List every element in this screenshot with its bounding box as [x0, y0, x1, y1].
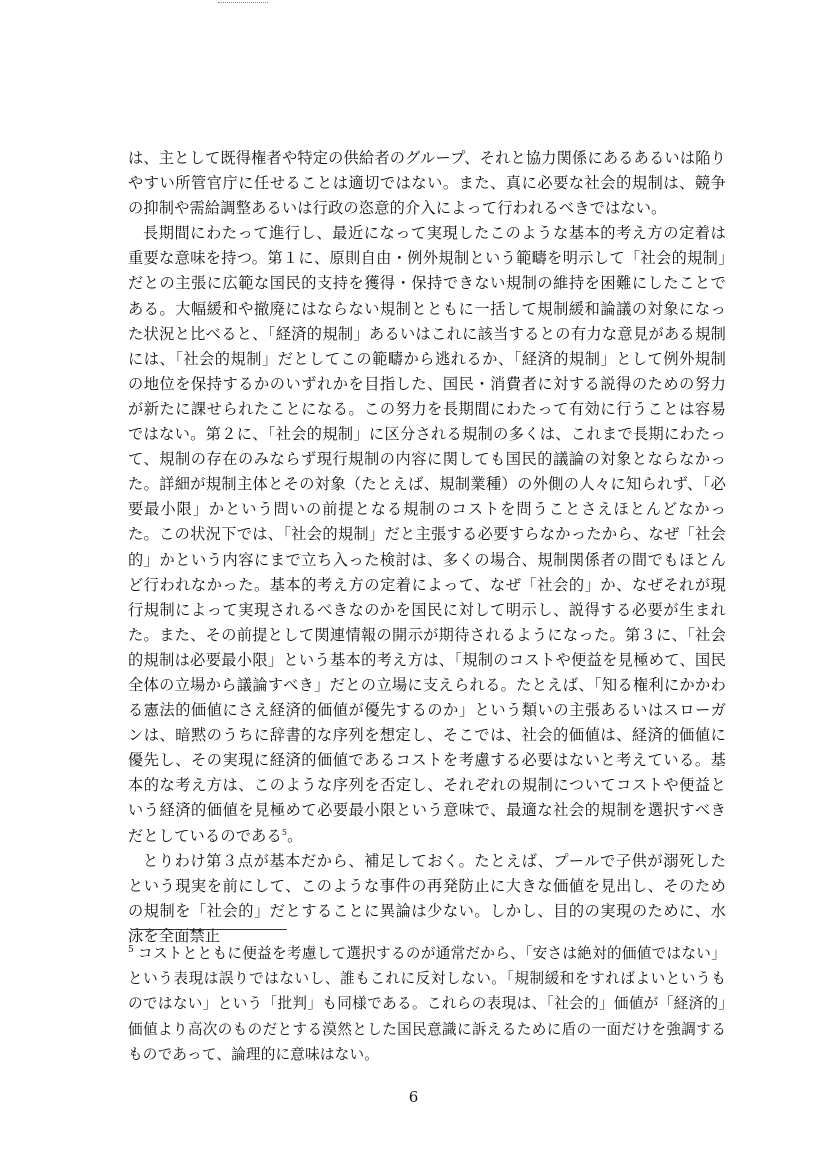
body-text	[128, 146, 726, 949]
paragraph-continuation: は、主として既得権者や特定の供給者のグループ、それと協力関係にあるあるいは陥りやすい所管官庁に任せることは適切ではない。また、真に必要な社会的規制は、競争の抑制や需給調整あるいは行政の恣意的介入によって行われるべきではない。	[128, 149, 726, 218]
footnote-mark: 5	[128, 945, 134, 956]
footnote-divider	[132, 929, 287, 930]
footnote-text: コストとともに便益を考慮して選択するのが通常だから、「安さは絶対的価値ではない」という表現は誤りではないし、誰もこれに反対しない。「規制緩和をすればよいというものではない」という「批判」も同様である。これらの表現は、「社会的」価値が「経済的」価値より高次のものだとする漠然とした国民意識に訴えるために盾の一面だけを強調するものであって、論理的に意味はない。	[128, 945, 726, 1063]
paragraph-supplement: とりわけ第３点が基本だから、補足しておく。たとえば、プールで子供が溺死したという現実を前にして、このような事件の再発防止に大きな価値を見出し、そのための規制を「社会的」だとすることに異論は少ない。しかし、目的の実現のために、水泳を全面禁止	[128, 851, 726, 945]
footnote	[128, 941, 726, 1067]
paragraph-end: 。	[287, 826, 303, 845]
footnote-reference[interactable]: 5	[281, 827, 288, 837]
paragraph-basic-concept	[128, 221, 726, 848]
page-number: 6	[408, 1088, 419, 1106]
scan-artifact	[218, 2, 268, 5]
paragraph-text: 長期間にわたって進行し、最近になって実現したこのような基本的考え方の定着は重要な意味を持つ。第１に、原則自由・例外規制という範疇を明示して「社会的規制」だとの主張に広範な国民的支持を獲得・保持できない規制の維持を困難にしたことである。大幅緩和や撤廃にはならない規制とともに一括して規制緩和論議の対象になった状況と比べると、「経済的規制」あるいはこれに該当するとの有力な意見がある規制には、「社会的規制」だとしてこの範疇から逃れるか、「経済的規制」として例外規制の地位を保持するかのいずれかを目指した、国民・消費者に対する説得のための努力が新たに課せられたことになる。この努力を長期間にわたって有効に行うことは容易ではない。第２に、「社会的規制」に区分される規制の多くは、これまで長期にわたって、規制の存在のみならず現行規制の内容に関しても国民的議論の対象とならなかった。詳細が規制主体とその対象（たとえば、規制業種）の外側の人々に知られず、「必要最小限」かという問いの前提となる規制のコストを問うことさえほとんどなかった。この状況下では、「社会的規制」だと主張する必要すらなかったから、なぜ「社会的」かという内容にまで立ち入った検討は、多くの場合、規制関係者の間でもほとんど行われなかった。基本的考え方の定着によって、なぜ「社会的」か、なぜそれが現行規制によって実現されるべきなのかを国民に対して明示し、説得する必要が生まれた。また、その前提として関連情報の開示が期待されるようになった。第３に、「社会的規制は必要最小限」という基本的考え方は、「規制のコストや便益を見極めて、国民全体の立場から議論すべき」だとの立場に支えられる。たとえば、「知る権利にかかわる憲法的価値にさえ経済的価値が優先するのか」という類いの主張あるいはスローガンは、暗黙のうちに辞書的な序列を想定し、そこでは、社会的価値は、経済的価値に優先し、その実現に経済的価値であるコストを考慮する必要はないと考えている。基本的な考え方は、このような序列を否定し、それぞれの規制についてコストや便益という経済的価値を見極めて必要最小限という意味で、最適な社会的規制を選択すべきだとしているのである	[128, 224, 726, 845]
